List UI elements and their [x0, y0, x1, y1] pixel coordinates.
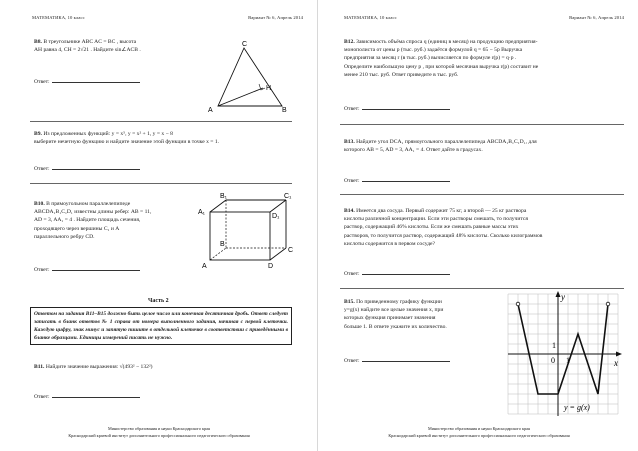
- task-text: которых функция принимает значения: [344, 315, 436, 322]
- task-text: Определите наибольшую цену p , при которой месячная выручка r(p) составит не: [344, 63, 539, 70]
- task-text: y=g(x) найдите все целые значения x, при: [344, 307, 444, 314]
- answer-b13: Ответ:: [344, 177, 450, 184]
- answer-b12: Ответ:: [344, 105, 450, 112]
- function-label: y = g(x): [564, 403, 590, 412]
- vertex-label: A₁: [198, 209, 206, 216]
- task-number: B8.: [34, 39, 42, 45]
- task-number: B9.: [34, 131, 42, 137]
- footer: [320, 425, 638, 439]
- vertex-label: B₁: [220, 193, 228, 200]
- task-text: которого AB = 5, AD = 3, AA₁ = 4. Ответ дайте в градусах.: [344, 147, 483, 154]
- task-text: В прямоугольном параллелепипеде: [46, 201, 131, 207]
- task-number: B13.: [344, 139, 355, 145]
- task-text: параллельного ребру CD.: [34, 233, 95, 240]
- task-text: AH равна 4, CH = 2√21 . Найдите sin∠ACB .: [34, 47, 141, 54]
- origin-label: 0: [551, 356, 555, 365]
- answer-b10: Ответ:: [34, 266, 140, 273]
- function-curve: [518, 304, 608, 394]
- left-page: [0, 0, 318, 451]
- task-text: проходящего через вершины C₁ и A: [34, 225, 120, 232]
- footer-institute: Краснодарский краевой институт дополнительного профессионального педагогического образования: [68, 433, 250, 438]
- part2-instructions: Ответом на задания B11–B15 должно быть целое число или конечная десятичная дробь. Ответ следует записать в бланк ответов № 1 справа от номера выполненного задания, начиная с первой клеточки. Каждую цифру, знак минус и запятую пишите в отдельной клеточке в соответствии с приведёнными в бланке образцами. Единицы измерений писать не нужно.: [30, 307, 292, 345]
- task-text: Из предложенных функций: y = x⁵, y = x² + 1, y = x − 8: [43, 131, 173, 137]
- task-text: В треугольнике ABC AC = BC , высота: [43, 39, 137, 45]
- answer-b11: Ответ:: [34, 393, 140, 400]
- task-text: раствор, содержащий 46% кислоты. Если же смешать равные массы этих: [344, 224, 519, 231]
- parallelepiped-figure: [196, 190, 306, 278]
- answer-b15: Ответ:: [344, 357, 450, 364]
- vertex-label: C: [288, 247, 294, 254]
- vertex-label: C₁: [284, 193, 292, 200]
- footer-ministry: Министерство образования и науки Краснодарского края: [108, 426, 210, 431]
- vertex-label: B: [282, 107, 287, 114]
- task-text: монополиста от цены p (тыс. руб.) задаётся формулой q = 65 − 5p Выручка: [344, 47, 523, 54]
- task-number: B15.: [344, 299, 355, 305]
- answer-b9: Ответ:: [34, 165, 140, 172]
- math-expression: √(493² − 132²): [119, 364, 153, 370]
- x-axis-label: x: [614, 358, 618, 368]
- task-number: B14.: [344, 208, 355, 214]
- divider: [340, 194, 624, 195]
- divider: [30, 121, 292, 122]
- task-text: Найдите значение выражения:: [45, 364, 119, 370]
- footer-institute: Краснодарский краевой институт дополнительного профессионального педагогического образования: [388, 433, 570, 438]
- unit-x-label: 1: [566, 356, 570, 365]
- divider: [30, 183, 292, 184]
- task-b13: [344, 138, 626, 154]
- task-text: Имеется два сосуда. Первый содержит 75 кг, а второй — 25 кг раствора: [356, 208, 527, 214]
- task-text: больше 1. В ответе укажите их количество.: [344, 323, 447, 330]
- task-b12: [344, 38, 626, 79]
- function-graph: [504, 290, 624, 422]
- header-subject: МАТЕМАТИКА, 10 класс: [344, 15, 397, 20]
- vertex-label: C: [242, 41, 248, 48]
- header-variant: Вариант № 6, Апрель 2014: [248, 15, 303, 20]
- task-text: ABCDA₁B₁C₁D₁ известны длины ребер: AB = 11,: [34, 209, 152, 216]
- vertex-label: D₁: [272, 213, 280, 220]
- task-b11: [34, 363, 296, 371]
- task-text: Зависимость объёма спроса q (единиц в месяц) на продукцию предприятия-: [356, 39, 538, 45]
- endpoint-right: [606, 302, 610, 306]
- task-b10: [34, 200, 194, 241]
- task-text: менее 210 тыс. руб. Ответ приведите в тыс. руб.: [344, 71, 459, 78]
- vertex-label: D: [268, 263, 274, 270]
- task-text: выберите нечетную функцию и найдите значение этой функции в точке x = 1.: [34, 139, 220, 146]
- divider: [340, 288, 624, 289]
- answer-b14: Ответ:: [344, 270, 450, 277]
- footer-ministry: Министерство образования и науки Краснодарского края: [428, 426, 530, 431]
- task-number: B12.: [344, 39, 355, 45]
- divider: [340, 124, 624, 125]
- endpoint-left: [516, 302, 520, 306]
- task-text: растворов, то получится раствор, содержащий 48% кислоты. Сколько килограммов: [344, 232, 543, 239]
- answer-b8: Ответ:: [34, 78, 140, 85]
- right-page: [320, 0, 638, 451]
- task-number: B10.: [34, 201, 45, 207]
- task-text: Найдите угол DCA₁ прямоугольного параллелепипеда ABCDA₁B₁C₁D₁, для: [356, 139, 537, 145]
- vertex-label: H: [266, 85, 272, 92]
- vertex-label: A: [202, 263, 207, 270]
- unit-y-label: 1: [552, 341, 556, 350]
- task-text: кислоты различной концентрации. Если эти растворы смешать, то получится: [344, 216, 528, 223]
- task-b9: [34, 130, 296, 146]
- part2-title: Часть 2: [148, 298, 169, 304]
- task-text: AD = 3, AA₁ = 4 . Найдите площадь сечения,: [34, 217, 141, 224]
- task-b8: [34, 38, 214, 54]
- task-number: B11.: [34, 364, 45, 370]
- triangle-figure: [200, 38, 290, 114]
- footer: [0, 425, 318, 439]
- task-b15: [344, 298, 494, 331]
- x-axis-arrow: [616, 352, 622, 357]
- header-subject: МАТЕМАТИКА, 10 класс: [32, 15, 85, 20]
- vertex-label: A: [208, 107, 213, 114]
- task-text: кислоты содержится в первом сосуде?: [344, 240, 436, 247]
- y-axis-label: y: [561, 292, 565, 302]
- vertex-label: B: [220, 241, 225, 248]
- task-text: предприятия за месяц r (в тыс. руб.) вычисляется по формуле r(p) = q·p .: [344, 55, 517, 62]
- header-variant: Вариант № 6, Апрель 2014: [569, 15, 624, 20]
- task-text: По приведенному графику функции: [356, 299, 442, 305]
- task-b14: [344, 207, 626, 248]
